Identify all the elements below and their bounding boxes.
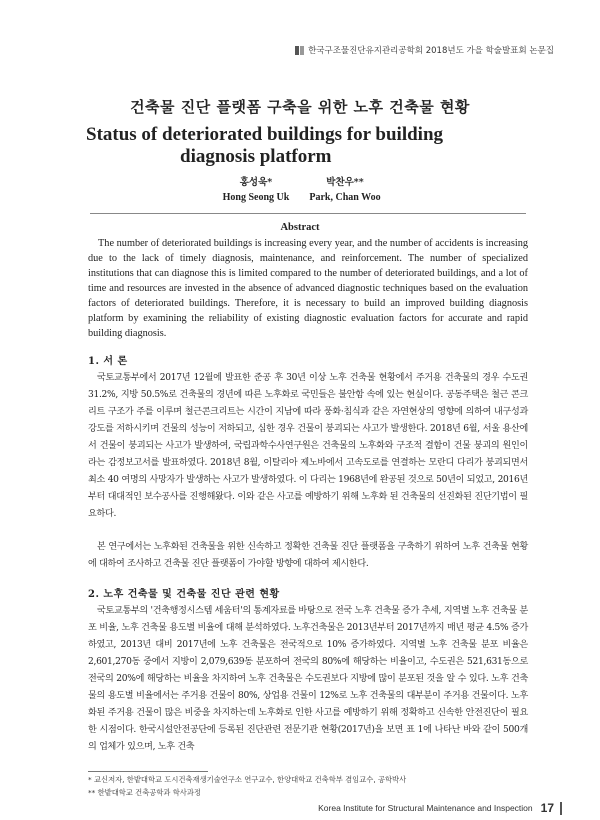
- section-1-paragraph-2: 본 연구에서는 노후화된 건축물을 위한 신속하고 정확한 건축물 진단 플랫폼을 구축하기 위하여 노후 건축물 현황에 대하여 조사하고 건축물 진단 플랫폼이 가야할 방향에 대하여 제시한다.: [88, 542, 528, 569]
- section-heading-2: 2. 노후 건축물 및 건축물 진단 관련 현황: [88, 589, 280, 600]
- title-english-part1: Status of deteriorated buildings for building: [86, 124, 444, 145]
- title-english-part2: diagnosis platform: [180, 146, 332, 167]
- abstract-text: The number of deteriorated buildings is increasing every year, and the number of accidents is increasing due to the lack of timely diagnosis, maintenance, and reinforcement. The number of specialized institutions that can diagnose this is limited compared to the number of deteriorated buildings, and a lot of time and resources are invested in the absence of advanced diagnostic techniques based on the evaluation factors of deteriorated buildings. Therefore, it is necessary to build an improved building diagnosis platform by examining the reliability of existing diagnostic evaluation factors for accurate and rapid building diagnosis.: [88, 238, 528, 339]
- abstract-heading: Abstract: [280, 222, 320, 233]
- author-2-name-en: Park, Chan Woo: [309, 192, 381, 203]
- author-1-name-en: Hong Seong Uk: [222, 192, 290, 203]
- header-text: 한국구조물진단유지관리공학회 2018년도 가을 학술발표회 논문집: [308, 46, 554, 56]
- title-english: [86, 124, 526, 168]
- author-1-name-ko: 홍성욱*: [239, 177, 273, 188]
- page-number: 17: [540, 801, 554, 815]
- author-2: [304, 174, 386, 203]
- footer-bar: [560, 802, 562, 815]
- footer-text: Korea Institute for Structural Maintenance and Inspection: [318, 803, 533, 813]
- divider-rule: [90, 213, 526, 214]
- title-korean: 건축물 진단 플랫폼 구축을 위한 노후 건축물 현황: [130, 98, 470, 116]
- author-1: [216, 174, 296, 203]
- footnote-1: * 교신저자, 한밭대학교 도시건축재생기술연구소 연구교수, 한양대학교 건축학부 겸임교수, 공학박사: [88, 775, 407, 784]
- book-icon: [295, 46, 304, 55]
- footnote-rule: [88, 771, 208, 772]
- section-2-paragraph-1: 국토교통부의 '건축행정시스템 세움터'의 통계자료를 바탕으로 전국 노후 건축물 증가 추세, 지역별 노후 건축물 분포 비율, 노후 건축물 용도별 비율에 대해 분석하였다. 노후건축물은 2013년부터 2017년까지 매년 평균 4.5% 증가하였고, 2013년 대비 2017년에 노후 건축물은 전국적으로 10% 증가하였다. 지역별 노후 건축물 분포 비율은 2,601,270동 중에서 지방이 2,079,639동 분포하여 전국의 80%에 해당하는 비율이고, 수도권은 521,631동으로 전국의 20%에 해당하는 비율을 차지하여 노후 건축물은 수도권보다 지방에 많이 분포된 것을 알 수 있다. 노후 건축물의 용도별 비율에서는 주거용 건물이 80%, 상업용 건물이 12%로 노후 건축물의 대부분이 주거용 건물이다. 노후화된 주거용 건물이 많은 비중을 차지하는데 노후화로 인한 사고를 예방하기 위해 정확하고 신속한 안전진단이 필요한 시점이다. 한국시설안전공단에 등록된 진단관련 전문기관 현황(2017년)을 보면 표 1에 나타난 바와 같이 500개의 업체가 있으며, 노후 건축: [88, 606, 528, 752]
- section-heading-1: 1. 서 론: [88, 356, 128, 367]
- footnote-2: ** 한밭대학교 건축공학과 학사과정: [88, 788, 201, 797]
- running-header: [295, 44, 554, 56]
- page-footer: [318, 801, 562, 815]
- section-1-paragraph-1: 국토교통부에서 2017년 12월에 발표한 준공 후 30년 이상 노후 건축물 현황에서 주거용 건축물의 경우 수도권 31.2%, 지방 50.5%로 건축물의 경년에 따른 노후화로 국민들은 불안함 속에 있는 현실이다. 공동주택은 철근 콘크리트 구조가 주를 이루며 철근콘크리트는 시간이 지남에 따라 풍화·침식과 같은 자연현상의 영향에 의하여 내구성과 강도를 저하시키며 건물의 성능이 저하되고, 심한 경우 건물이 붕괴되는 사고가 발생한다. 2018년 6월, 서울 용산에서 건물이 붕괴되는 사고가 발생하여, 국립과학수사연구원은 건축물의 노후화와 구조적 결함이 건물 붕괴의 원인이라는 감정보고서를 발표하였다. 2018년 8월, 이탈리아 제노바에서 고속도로를 연결하는 모란디 다리가 붕괴되면서 최소 40 여명의 사망자가 발생하는 사고가 발생하였다. 이 다리는 1968년에 완공된 것으로 50년이 되었고, 2016년부터 대대적인 보수공사를 진행해왔다. 이와 같은 사고를 예방하기 위해 노후화 된 건축물의 선진화된 진단기법이 필요하다.: [88, 373, 528, 519]
- author-2-name-ko: 박찬우**: [326, 177, 364, 188]
